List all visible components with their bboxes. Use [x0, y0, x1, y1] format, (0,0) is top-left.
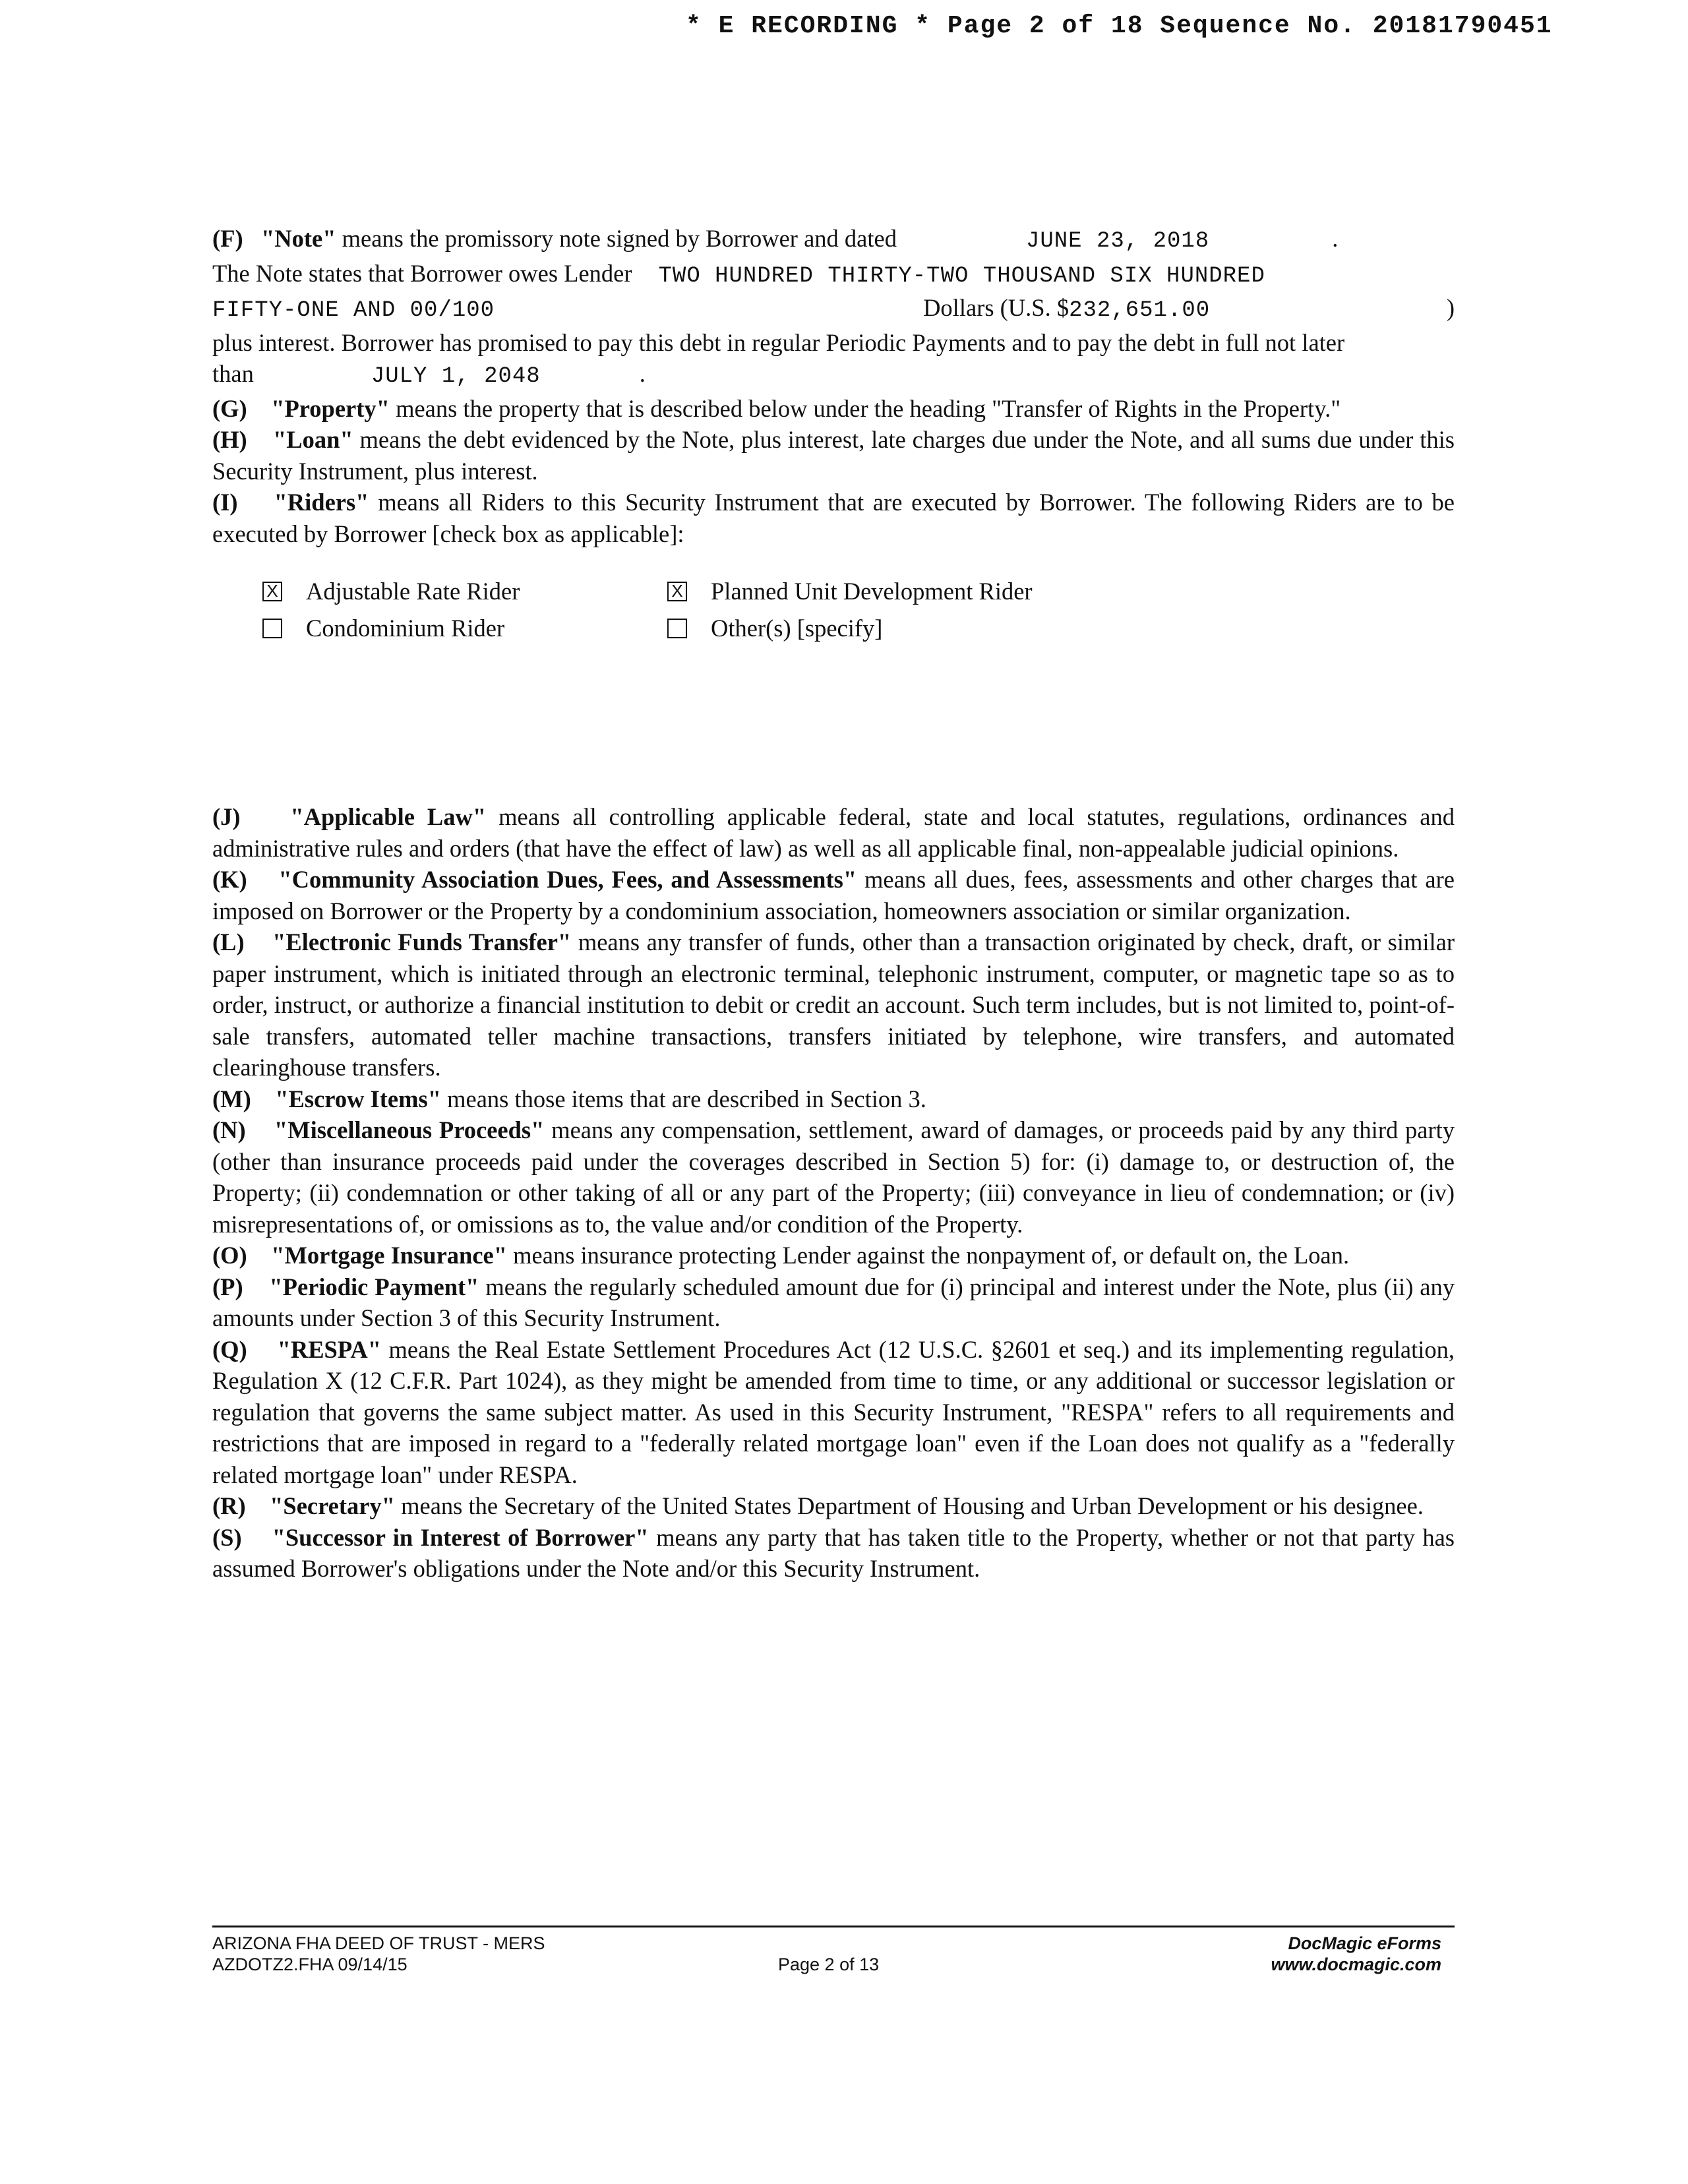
page-number: Page 2 of 13: [778, 1955, 880, 1974]
definition-O: (O) "Mortgage Insurance" means insurance protecting Lender against the nonpayment of, or default on, the Loan.: [212, 1242, 1350, 1269]
definition-P: (P) "Periodic Payment" means the regularly scheduled amount due for (i) principal and interest under the Note, plus (ii) any amounts under Section 3 of this Security Instrument.: [212, 1273, 1455, 1331]
document-body: [212, 223, 1455, 1585]
maturity-date: JULY 1, 2048: [371, 364, 541, 389]
rider-other: [667, 613, 1089, 644]
form-code: AZDOTZ2.FHA 09/14/15: [212, 1955, 407, 1974]
definition-M: (M) "Escrow Items" means those items that are described in Section 3.: [212, 1085, 926, 1112]
note-amount: 232,651.00: [1069, 298, 1211, 323]
definition-N: (N) "Miscellaneous Proceeds" means any compensation, settlement, award of damages, or proceeds paid by any third party (other than insurance proceeds paid under the coverages described in Section 5) for: (i) damage to, or destruction of, the Property; (ii) condemnation or other taking of all or any part of the Property; (iii) conveyance in lieu of condemnation; or (iv) misrepresentations of, or omissions as to, the value and/or condition of the Property.: [212, 1116, 1455, 1238]
definition-Q: (Q) "RESPA" means the Real Estate Settlement Procedures Act (12 U.S.C. §2601 et seq.) and its implementing regulation, Regulation X (12 C.F.R. Part 1024), as they might be amended from time to time, or any additional or successor legislation or regulation that governs the same subject matter. As used in this Security Instrument, "RESPA" refers to all requirements and restrictions that are imposed in regard to a "federally related mortgage loan" even if the Loan does not qualify as a "federally related mortgage loan" under RESPA.: [212, 1335, 1455, 1488]
rider-condominium: [262, 613, 667, 644]
docmagic-url: www.docmagic.com: [1271, 1955, 1441, 1974]
page-footer: [212, 1926, 1455, 1974]
definition-label: (F): [212, 225, 243, 252]
definition-G: (G) "Property" means the property that is described below under the heading "Transfer of Rights in the Property.": [212, 394, 1341, 422]
amount-words-line-1: TWO HUNDRED THIRTY-TWO THOUSAND SIX HUNDRED: [658, 263, 1265, 289]
definition-R: (R) "Secretary" means the Secretary of the United States Department of Housing and Urban Development or his designee.: [212, 1492, 1424, 1519]
form-title: ARIZONA FHA DEED OF TRUST - MERS: [212, 1933, 545, 1953]
rider-checkbox[interactable]: X: [262, 582, 282, 601]
rider-checkbox[interactable]: X: [667, 582, 687, 601]
definition-H: (H) "Loan" means the debt evidenced by the Note, plus interest, late charges due under the Note, and all sums due under this Security Instrument, plus interest.: [212, 426, 1455, 485]
definition-F: (F) "Note" means the promissory note signed by Borrower and dated JUNE 23, 2018 . The Note states that Borrower owes Lender TWO HUNDRED THIRTY-TWO THOUSAND SIX HUNDRED FIFTY-ONE AND 00/100 Dollars (U.S. $ 232,651.00 ) plus interest. Borrower has promised to pay this debt in regular Periodic Payments and to pay the debt in full not later than JULY 1, 2048 .: [212, 223, 1455, 393]
rider-label: Planned Unit Development Rider: [711, 578, 1033, 605]
docmagic-logo: DocMagic eForms: [1288, 1933, 1441, 1953]
definition-J: (J) "Applicable Law" means all controlling applicable federal, state and local statutes, regulations, ordinances and administrative rules and orders (that have the effect of law) as well as all applicable final, non-appealable judicial opinions.: [212, 803, 1455, 862]
definition-text: means the promissory note signed by Borrower and dated: [342, 225, 897, 252]
rider-planned-unit-development: [667, 576, 1089, 607]
note-date: JUNE 23, 2018: [1025, 229, 1210, 254]
rider-checkbox[interactable]: [262, 619, 282, 638]
definition-L: (L) "Electronic Funds Transfer" means any transfer of funds, other than a transaction originated by check, draft, or similar paper instrument, which is initiated through an electronic terminal, telephonic instrument, computer, or magnetic tape so as to order, instruct, or authorize a financial institution to debit or credit an account. Such term includes, but is not limited to, point-of-sale transfers, automated teller machine transactions, transfers initiated by telephone, wire transfers, and automated clearinghouse transfers.: [212, 928, 1455, 1081]
definition-term: "Note": [260, 225, 336, 252]
recording-header: * E RECORDING * Page 2 of 18 Sequence No. 20181790451: [686, 12, 1553, 40]
rider-label: Condominium Rider: [306, 615, 505, 642]
riders-checklist: [262, 576, 1455, 644]
definitions-list: [212, 801, 1455, 1585]
definition-K: (K) "Community Association Dues, Fees, and Assessments" means all dues, fees, assessments and other charges that are imposed on Borrower or the Property by a condominium association, homeowners association or similar organization.: [212, 866, 1455, 925]
rider-checkbox[interactable]: [667, 619, 687, 638]
amount-words-line-2: FIFTY-ONE AND 00/100: [212, 298, 495, 323]
rider-label: Other(s) [specify]: [711, 615, 883, 642]
definition-S: (S) "Successor in Interest of Borrower" means any party that has taken title to the Property, whether or not that party has assumed Borrower's obligations under the Note and/or this Security Instrument.: [212, 1523, 1455, 1582]
rider-adjustable-rate: [262, 576, 667, 607]
definition-I: (I) "Riders" means all Riders to this Security Instrument that are executed by Borrower. The following Riders are to be executed by Borrower [check box as applicable]:: [212, 489, 1455, 547]
rider-label: Adjustable Rate Rider: [306, 578, 520, 605]
